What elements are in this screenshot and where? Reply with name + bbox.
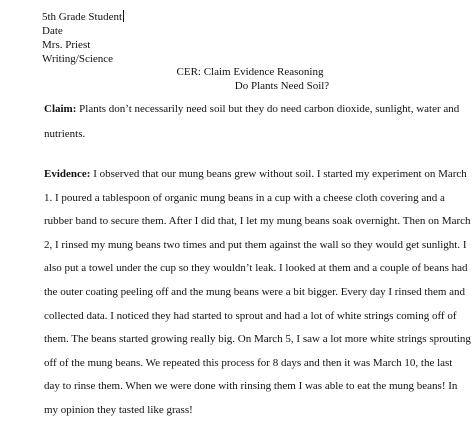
evidence-paragraph [44,163,471,423]
text-cursor [123,10,124,22]
claim-line-1 [44,97,460,122]
document-heading [42,10,124,66]
document-title [0,65,474,93]
evidence-text-1: I observed that our mung beans grew without soil. I started my experiment on March [90,168,467,180]
title-line-2: Do Plants Need Soil? [234,80,330,92]
evidence-line-11: my opinion they tasted like grass! [44,403,193,416]
evidence-line-4: 2, I rinsed my mung beans two times and put them against the wall so they would get sunlight. I [44,238,467,251]
evidence-line-7: collected data. I noticed they had started to sprout and had a lot of white strings coming off of [44,309,457,322]
teacher-line: Mrs. Priest [42,39,91,51]
title-line-1: CER: Claim Evidence Reasoning [176,66,324,78]
student-name-line[interactable] [42,10,124,24]
evidence-line-8: them. The beans started growing really big. On March 5, I saw a lot more white strings sprouting [44,333,471,346]
evidence-line-5: also put a towel under the cup so they wouldn’t leak. I looked at them and a couple of beans had [44,262,468,275]
evidence-line-6: the outer coating peeling off and the mung beans were a bit bigger. Every day I rinsed them and [44,285,466,298]
claim-paragraph [44,97,460,146]
claim-text-1: Plants don’t necessarily need soil but they do need carbon dioxide, sunlight, water and [76,103,460,115]
evidence-line-2: 1. I poured a tablespoon of organic mung beans in a cup with a cheese cloth covering and a [44,191,445,204]
evidence-line-9: off of the mung beans. We repeated this process for 8 days and then it was March 10, the last [44,356,453,369]
subject-line: Writing/Science [42,53,114,65]
claim-line-2: nutrients. [44,127,86,140]
student-name: 5th Grade Student [42,11,123,23]
claim-label: Claim: [44,103,77,115]
evidence-line-1 [44,163,467,187]
evidence-line-3: rubber band to secure them. After I did that, I let my mung beans soak overnight. Then on March [44,215,471,228]
evidence-label: Evidence: [44,168,91,180]
date-line: Date [42,25,63,37]
evidence-line-10: day to rinse them. When we were done with rinsing them I was able to eat the mung beans! In [44,380,458,393]
